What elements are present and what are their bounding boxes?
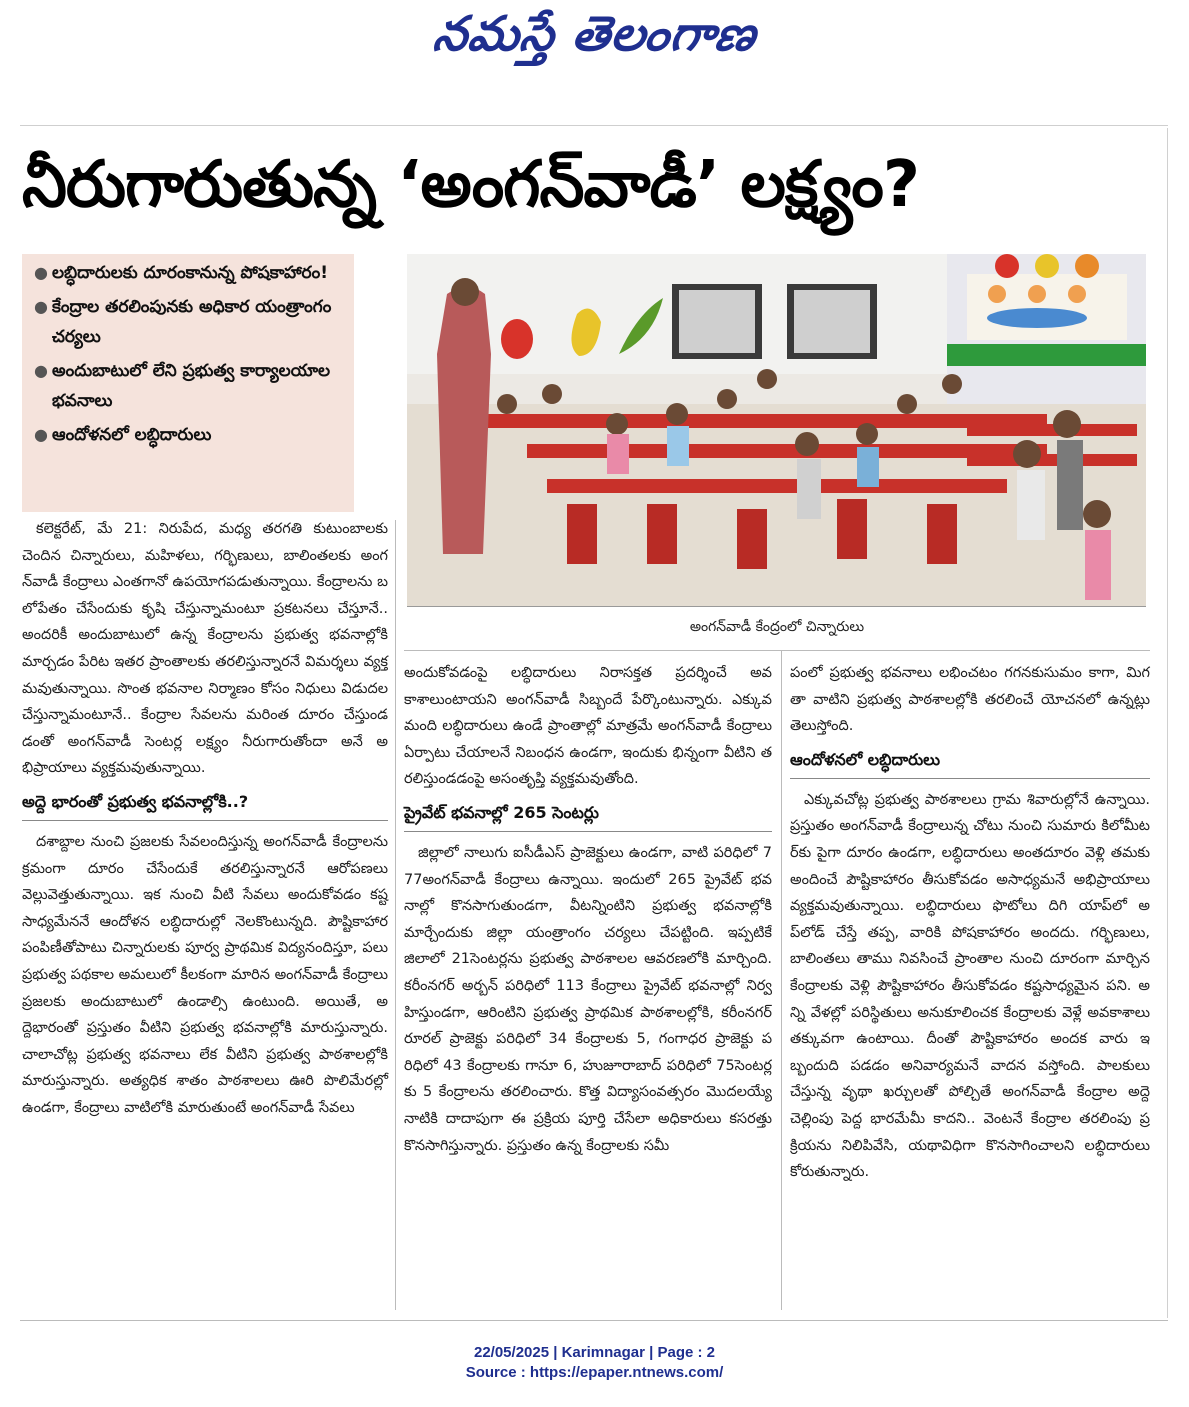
footer <box>0 1343 1189 1383</box>
subheading: ఆందోళనలో లబ్ధిదారులు <box>790 746 1150 779</box>
subheading: ప్రైవేట్‌ భవనాల్లో 265 సెంటర్లు <box>404 799 772 832</box>
subheading: అద్దె భారంతో ప్రభుత్వ భవనాల్లోకి..? <box>22 788 388 821</box>
highlight-text: ఆందోళనలో లబ్ధిదారులు <box>52 425 212 445</box>
right-border <box>1167 128 1168 1318</box>
footer-source-link[interactable]: Source : https://epaper.ntnews.com/ <box>465 1364 724 1381</box>
bullet-icon: ● <box>34 297 48 316</box>
paragraph: ఎక్కువచోట్ల ప్రభుత్వ పాఠశాలలు గ్రామ శివారుల్లోనే ఉన్నాయి. ప్రస్తుతం అంగన్‌వాడీ కేంద్రాలున్న చోటు నుంచి సుమారు కిలోమీటర్‌కు పైగా దూరం ఉండగా, లబ్ధిదారులు అంతదూరం వెళ్లి తమకు అందించే పౌష్టికాహారం తీసుకోవడం అసాధ్యమనే అభిప్రాయాలు వ్యక్తమవుతున్నాయి. లబ్ధిదారులు ఫొటోలు దిగి యాప్‌లో అప్‌లోడ్‌ చేస్తే తప్ప, వారికి పోషకాహారం అందదు. గర్భిణులు, బాలింతలు తాము నివసించే ప్రాంతాల నుంచి దూరంగా మార్చిన కేంద్రాలకు వెళ్లి పౌష్టికాహారం తీసుకోవడం కష్టసాధ్యమైన పని. అన్ని వేళల్లో పరిస్థితులు అనుకూలించక కేంద్రాలకు వెళ్లే అవకాశాలు తక్కువగా ఉంటాయి. దీంతో పౌష్టికాహారం అందక వారు ఇబ్బందుది పడడం అనివార్యమనే వాదన వస్తోంది. పాలకులు చేస్తున్న వృథా ఖర్చులతో పోల్చితే అంగన్‌వాడీ కేంద్రాల అద్దె చెల్లింపు పెద్ద భారమేమీ కాదని.. వెంటనే కేంద్రాల తరలింపు ప్రక్రియను నిలిపివేసి, యథావిధిగా కొనసాగించాలని లబ్ధిదారులు కోరుతున్నారు. <box>790 791 1150 1181</box>
column-divider <box>781 650 782 1310</box>
footer-date-edition: 22/05/2025 | Karimnagar | Page : 2 <box>473 1344 716 1361</box>
highlight-text: అందుబాటులో లేని ప్రభుత్వ కార్యాలయాల భవనాలు <box>52 361 331 411</box>
highlight-item <box>34 292 344 352</box>
highlight-text: లబ్ధిదారులకు దూరంకానున్న పోషకాహారం! <box>52 263 329 283</box>
bullet-icon: ● <box>34 425 48 444</box>
article-column-3 <box>790 660 1150 1186</box>
bullet-icon: ● <box>34 263 48 282</box>
masthead-logo: నమస్తే తెలంగాణ <box>430 6 761 62</box>
article-column-2 <box>404 660 772 1159</box>
article-column-1 <box>22 516 388 1121</box>
masthead <box>0 0 1189 80</box>
highlight-item <box>34 258 344 288</box>
caption-rule <box>404 650 1150 651</box>
paragraph: జిల్లాలో నాలుగు ఐసీడీఎస్‌ ప్రాజెక్టులు ఉండగా, వాటి పరిధిలో 777అంగన్‌వాడీ కేంద్రాలు ఉన్నాయి. ఇందులో 265 ప్రైవేట్‌ భవనాల్లో కొనసాగుతుండగా, వీటన్నింటిని ప్రభుత్వ భవనాల్లోకి మార్చేందుకు జిల్లా యంత్రాంగం చర్యలు చేపట్టింది. ఇప్పటికే జిలాలో 21సెంటర్లను ప్రభుత్వ పాఠశాలల ఆవరణలోకి మార్చింది. కరీంనగర్‌ అర్బన్‌ పరిధిలో 113 కేంద్రాలు ప్రైవేట్‌ భవనాల్లో నిర్వహిస్తుండగా, ఆరింటిని ప్రభుత్వ ప్రాథమిక పాఠశాలల్లోకి, కరీంనగర్‌ రూరల్‌ ప్రాజెక్టు పరిధిలో 34 కేంద్రాలకు 5, గంగాధర ప్రాజెక్టు పరిధిలో 43 కేంద్రాలకు గానూ 6, హుజూరాబాద్‌ పరిధిలో 75సెంటర్లకు 5 కేంద్రాలను తరలించారు. కొత్త విద్యాసంవత్సరం మొదలయ్యే నాటికి దాదాపుగా ఈ ప్రక్రియ పూర్తి చేసేలా అధికారులు కసరత్తు కొనసాగిస్తున్నారు. ప్రస్తుతం ఉన్న కేంద్రాలకు సమీ <box>404 844 772 1154</box>
highlight-text: కేంద్రాల తరలింపునకు అధికార యంత్రాంగం చర్యలు <box>52 297 332 347</box>
paragraph: పంలో ప్రభుత్వ భవనాలు లభించటం గగనకుసుమం కాగా, మిగతా వాటిని ప్రభుత్వ పాఠశాలల్లోకి తరలించే యోచనలో ఉన్నట్లు తెలుస్తోంది. <box>790 665 1150 735</box>
highlights-box <box>22 254 354 512</box>
photo-caption: అంగన్‌వాడీ కేంద్రంలో చిన్నారులు <box>689 619 865 635</box>
bottom-rule <box>20 1320 1168 1321</box>
bullet-icon: ● <box>34 361 48 380</box>
news-photo <box>407 254 1146 607</box>
highlight-item <box>34 356 344 416</box>
top-rule <box>20 125 1168 126</box>
paragraph: కలెక్టరేట్‌, మే 21: నిరుపేద, మధ్య తరగతి కుటుంబాలకు చెందిన చిన్నారులు, మహిళలు, గర్భిణులు, బాలింతలకు అంగన్‌వాడీ కేంద్రాలు ఎంతగానో ఉపయోగపడుతున్నాయి. కేంద్రాలను బలోపేతం చేసేందుకు కృషి చేస్తున్నామంటూ ప్రకటనలు చేస్తూనే.. అందరికీ అందుబాటులో ఉన్న కేంద్రాలను ప్రభుత్వ భవనాల్లోకి మార్చడం పేరిట ఇతర ప్రాంతాలకు తరలిస్తున్నారనే విమర్శలు వ్యక్తమవుతున్నాయి. సొంత భవనాల నిర్మాణం కోసం నిధులు విడుదల చేస్తున్నామంటూనే.. కేంద్రాల సేవలను మరింత దూరం చేస్తుండడంతో అంగన్‌వాడీ సెంటర్ల లక్ష్యం నీరుగారుతోందా అనే అభిప్రాయాలు వ్యక్తమవుతున్నాయి. <box>22 521 388 777</box>
classroom-photo <box>407 254 1146 606</box>
highlight-item <box>34 420 344 450</box>
paragraph: దశాబ్దాల నుంచి ప్రజలకు సేవలందిస్తున్న అంగన్‌వాడీ కేంద్రాలను క్రమంగా దూరం చేసేందుకే తరలిస్తున్నారనే ఆరోపణలు వెల్లువెత్తుతున్నాయి. ఇక నుంచి వీటి సేవలు అందుకోవడం కష్ట సాధ్యమేననే ఆందోళన లబ్ధిదారుల్లో నెలకొంటున్నది. పౌష్టికాహార పంపిణీతోపాటు చిన్నారులకు పూర్వ ప్రాథమిక విద్యనందిస్తూ, పలు ప్రభుత్వ పథకాల అమలులో కీలకంగా మారిన అంగన్‌వాడీ కేంద్రాలు ప్రజలకు అందుబాటులో ఉండాల్సి ఉంటుంది. అయితే, అద్దెభారంతో ప్రస్తుతం వీటిని ప్రభుత్వ భవనాల్లోకి మారుస్తున్నారు. చాలాచోట్ల ప్రభుత్వ భవనాలు లేక వీటిని ప్రభుత్వ పాఠశాలల్లోకి మారుస్తున్నారు. అత్యధిక శాతం పాఠశాలలు ఊరి పొలిమేరల్లో ఉండగా, కేంద్రాలు వాటిలోకి మారుతుంటే అంగన్‌వాడీ సేవలు <box>22 833 388 1116</box>
headline: నీరుగారుతున్న ‘అంగన్‌వాడీ’ లక్ష్యం? <box>22 148 919 222</box>
column-divider <box>395 520 396 1310</box>
paragraph: అందుకోవడంపై లబ్ధిదారులు నిరాసక్తత ప్రదర్శించే అవకాశాలుంటాయని అంగన్‌వాడీ సిబ్బందే పేర్కొంటున్నారు. ఎక్కువ మంది లబ్ధిదారులు ఉండే ప్రాంతాల్లో మాత్రమే అంగన్‌వాడీ కేంద్రాలు ఏర్పాటు చేయాలనే నిబంధన ఉండగా, ఇందుకు భిన్నంగా వీటిని తరలిస్తుండడంపై అసంతృప్తి వ్యక్తమవుతోంది. <box>404 665 772 788</box>
